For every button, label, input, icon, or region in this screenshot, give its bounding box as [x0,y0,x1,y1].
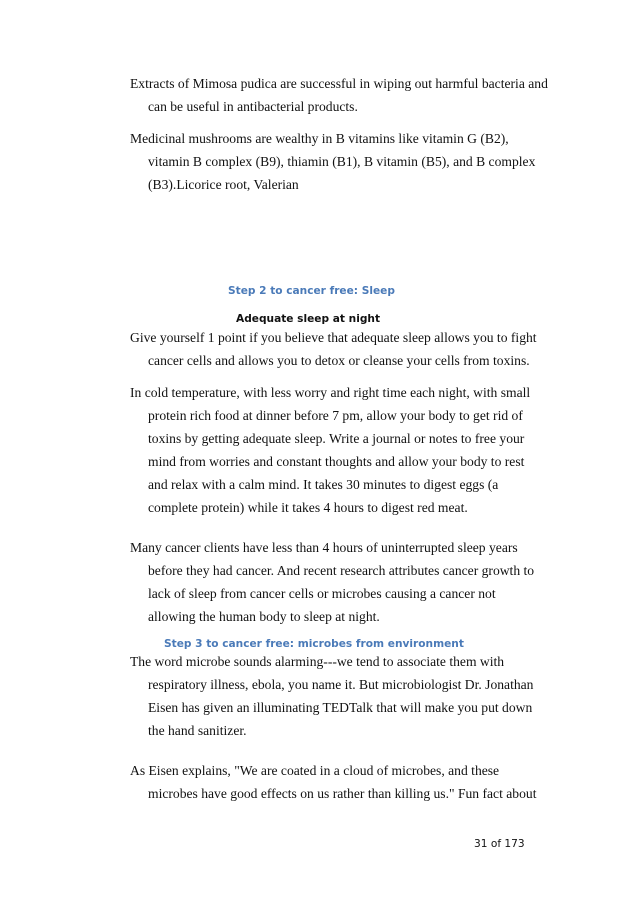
paragraph-mimosa [130,72,548,118]
text-line: Eisen has given an illuminating TEDTalk that will make you put down [148,700,533,715]
text-line: the hand sanitizer. [148,723,247,738]
page-number: 31 of 173 [474,838,525,850]
text-line: cancer cells and allows you to detox or cleanse your cells from toxins. [148,353,530,368]
heading-step-3: Step 3 to cancer free: microbes from environment [164,638,464,650]
text-line: complete protein) while it takes 4 hours to digest red meat. [148,500,468,515]
text-line: mind from worries and constant thoughts and allow your body to rest [148,454,525,469]
text-line: Give yourself 1 point if you believe that adequate sleep allows you to fight [130,330,537,345]
text-line: Medicinal mushrooms are wealthy in B vitamins like vitamin G (B2), [130,131,509,146]
text-line: In cold temperature, with less worry and right time each night, with small [130,385,531,400]
text-line: microbes have good effects on us rather than killing us." Fun fact about [148,786,537,801]
text-line: protein rich food at dinner before 7 pm, allow your body to get rid of [148,408,523,423]
heading-step-2: Step 2 to cancer free: Sleep [228,285,395,297]
text-line: toxins by getting adequate sleep. Write a journal or notes to free your [148,431,525,446]
text-line: Many cancer clients have less than 4 hours of uninterrupted sleep years [130,540,518,555]
text-line: can be useful in antibacterial products. [148,99,358,114]
text-line: before they had cancer. And recent research attributes cancer growth to [148,563,535,578]
paragraph-many-clients [130,536,535,628]
text-line: As Eisen explains, "We are coated in a cloud of microbes, and these [130,763,500,778]
text-line: lack of sleep from cancer cells or microbes causing a cancer not [148,586,496,601]
text-line: The word microbe sounds alarming---we tend to associate them with [130,654,505,669]
paragraph-give-point [130,326,537,372]
text-line: (B3).Licorice root, Valerian [148,177,299,192]
text-line: and relax with a calm mind. It takes 30 minutes to digest eggs (a [148,477,499,492]
text-line: respiratory illness, ebola, you name it. But microbiologist Dr. Jonathan [148,677,534,692]
text-line: Extracts of Mimosa pudica are successful in wiping out harmful bacteria and [130,76,548,91]
paragraph-eisen [130,759,537,805]
text-line: vitamin B complex (B9), thiamin (B1), B vitamin (B5), and B complex [148,154,536,169]
paragraph-word-microbe [130,650,534,742]
subheading-adequate-sleep: Adequate sleep at night [236,313,381,325]
paragraph-mushrooms [130,127,536,196]
paragraph-cold-temperature [130,381,530,519]
text-line: allowing the human body to sleep at night. [148,609,380,624]
